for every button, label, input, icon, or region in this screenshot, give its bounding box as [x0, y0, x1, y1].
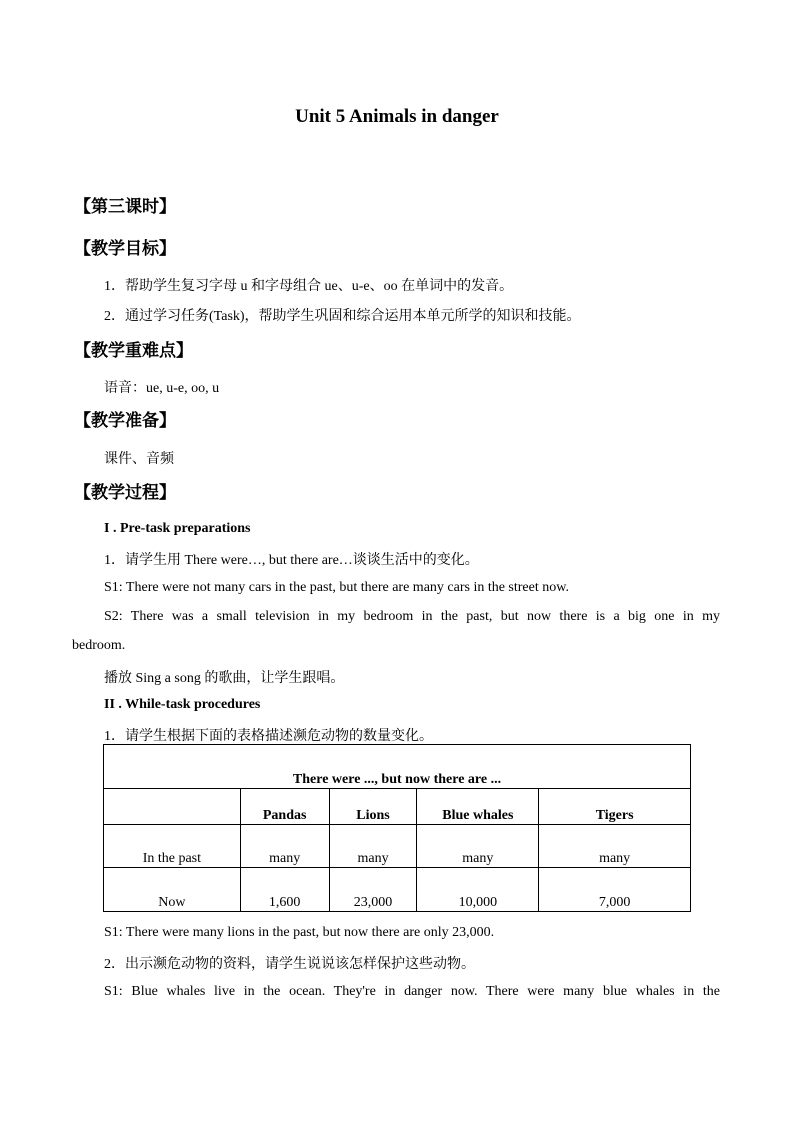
pre-task-s2-line2: bedroom.: [72, 638, 126, 653]
goal-item-2: 2．通过学习任务(Task)，帮助学生巩固和综合运用本单元所学的知识和技能。: [104, 309, 581, 324]
section-preparation: 【教学准备】: [74, 411, 176, 430]
cell-past-pandas: many: [240, 825, 329, 868]
table-row: [104, 825, 691, 868]
while-task-s1-blue-whales: S1: Blue whales live in the ocean. They're in danger now. There were many blue whales in the: [104, 984, 720, 999]
table-header-row: [104, 789, 691, 825]
while-task-heading: II . While-task procedures: [104, 697, 261, 712]
column-header-pandas: Pandas: [240, 789, 329, 825]
animal-population-table: [103, 744, 691, 912]
section-lesson: 【第三课时】: [74, 197, 176, 216]
section-key-points: 【教学重难点】: [74, 341, 193, 360]
cell-past-lions: many: [329, 825, 417, 868]
cell-now-blue-whales: 10,000: [417, 868, 539, 912]
cell-now-lions: 23,000: [329, 868, 417, 912]
column-header-blank: [104, 789, 241, 825]
pre-task-s2-line1: S2: There was a small television in my bedroom in the past, but now there is a big one in my: [104, 609, 720, 624]
key-points-text: 语音：ue, u-e, oo, u: [104, 381, 220, 396]
cell-now-tigers: 7,000: [539, 868, 691, 912]
preparation-text: 课件、音频: [104, 452, 174, 467]
cell-past-blue-whales: many: [417, 825, 539, 868]
section-goals: 【教学目标】: [74, 239, 176, 258]
goal-item-1: 1．帮助学生复习字母 u 和字母组合 ue、u-e、oo 在单词中的发音。: [104, 279, 514, 294]
while-task-step-1: 1．请学生根据下面的表格描述濒危动物的数量变化。: [104, 729, 433, 744]
table-title: There were ..., but now there are ...: [104, 745, 691, 789]
table-row: [104, 868, 691, 912]
cell-past-tigers: many: [539, 825, 691, 868]
while-task-s1: S1: There were many lions in the past, but now there are only 23,000.: [104, 925, 495, 940]
pre-task-step-1: 1．请学生用 There were…, but there are…谈谈生活中的变化。: [104, 553, 479, 568]
column-header-blue-whales: Blue whales: [417, 789, 539, 825]
page-title: Unit 5 Animals in danger: [295, 106, 499, 127]
pre-task-s1: S1: There were not many cars in the past, but there are many cars in the street now.: [104, 580, 569, 595]
column-header-lions: Lions: [329, 789, 417, 825]
pre-task-song: 播放 Sing a song 的歌曲，让学生跟唱。: [104, 671, 345, 686]
column-header-tigers: Tigers: [539, 789, 691, 825]
row-label-past: In the past: [104, 825, 241, 868]
cell-now-pandas: 1,600: [240, 868, 329, 912]
pre-task-heading: I . Pre-task preparations: [104, 521, 251, 536]
section-process: 【教学过程】: [74, 483, 176, 502]
while-task-step-2: 2．出示濒危动物的资料，请学生说说该怎样保护这些动物。: [104, 957, 475, 972]
row-label-now: Now: [104, 868, 241, 912]
